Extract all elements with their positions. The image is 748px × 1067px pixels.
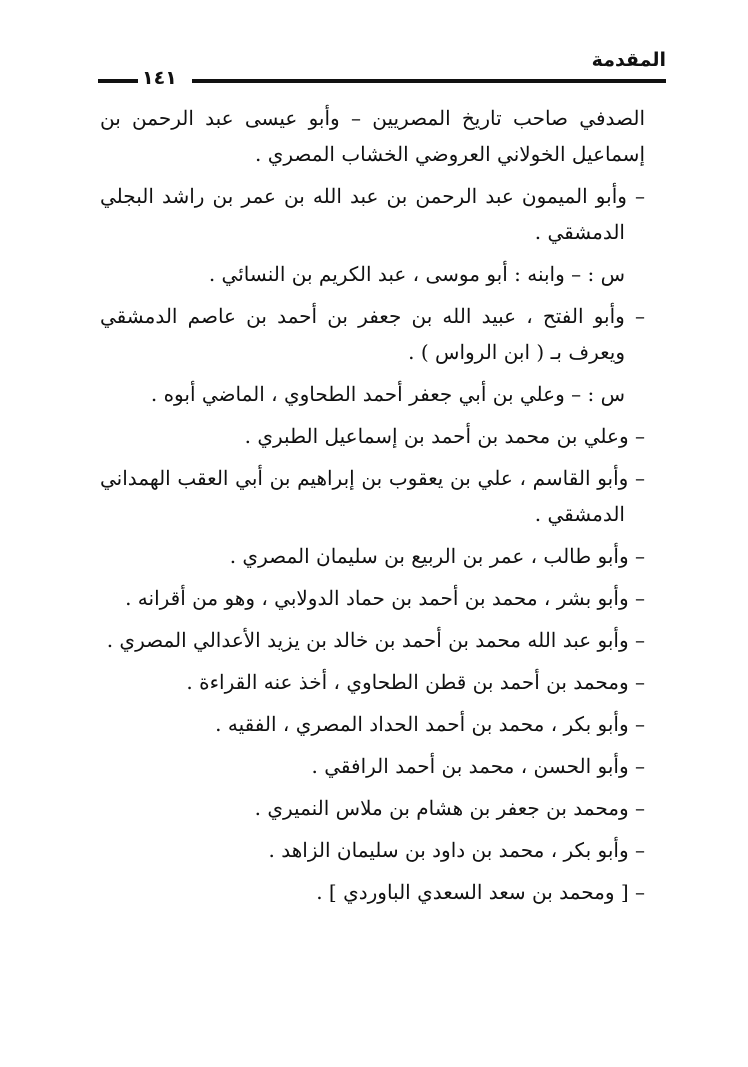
chapter-title: المقدمة bbox=[591, 49, 666, 71]
paragraph: – وأبو الميمون عبد الرحمن بن عبد الله بن عمر بن راشد البجلي الدمشقي . bbox=[100, 184, 645, 244]
header-rule bbox=[192, 79, 666, 83]
page-header bbox=[96, 48, 666, 92]
paragraph: س : – وابنه : أبو موسى ، عبد الكريم بن النسائي . bbox=[208, 262, 625, 286]
paragraph: – ومحمد بن أحمد بن قطن الطحاوي ، أخذ عنه القراءة . bbox=[186, 670, 645, 694]
paragraph: – وأبو بكر ، محمد بن أحمد الحداد المصري ، الفقيه . bbox=[215, 712, 645, 736]
paragraph: – [ ومحمد بن سعد السعدي الباوردي ] . bbox=[316, 880, 645, 904]
header-dash bbox=[98, 79, 138, 83]
paragraph: – وأبو القاسم ، علي بن يعقوب بن إبراهيم بن أبي العقب الهمداني الدمشقي . bbox=[100, 466, 645, 526]
paragraph: الصدفي صاحب تاريخ المصريين – وأبو عيسى عبد الرحمن بن إسماعيل الخولاني العروضي الخشاب المصري . bbox=[100, 106, 645, 166]
paragraph: – وأبو عبد الله محمد بن أحمد بن خالد بن يزيد الأعدالي المصري . bbox=[106, 628, 645, 652]
paragraph: – وأبو الحسن ، محمد بن أحمد الرافقي . bbox=[311, 754, 645, 778]
paragraph: – ومحمد بن جعفر بن هشام بن ملاس النميري . bbox=[254, 796, 645, 820]
page-number: ١٤١ bbox=[142, 67, 177, 89]
body-text bbox=[100, 100, 645, 910]
paragraph: س : – وعلي بن أبي جعفر أحمد الطحاوي ، الماضي أبوه . bbox=[150, 382, 625, 406]
paragraph: – وأبو طالب ، عمر بن الربيع بن سليمان المصري . bbox=[229, 544, 645, 568]
paragraph: – وأبو بكر ، محمد بن داود بن سليمان الزاهد . bbox=[268, 838, 645, 862]
paragraph: – وأبو بشر ، محمد بن أحمد بن حماد الدولابي ، وهو من أقرانه . bbox=[125, 586, 645, 610]
paragraph: – وعلي بن محمد بن أحمد بن إسماعيل الطبري . bbox=[244, 424, 645, 448]
paragraph: – وأبو الفتح ، عبيد الله بن جعفر بن أحمد بن عاصم الدمشقي ويعرف بـ ( ابن الرواس ) . bbox=[100, 304, 645, 364]
